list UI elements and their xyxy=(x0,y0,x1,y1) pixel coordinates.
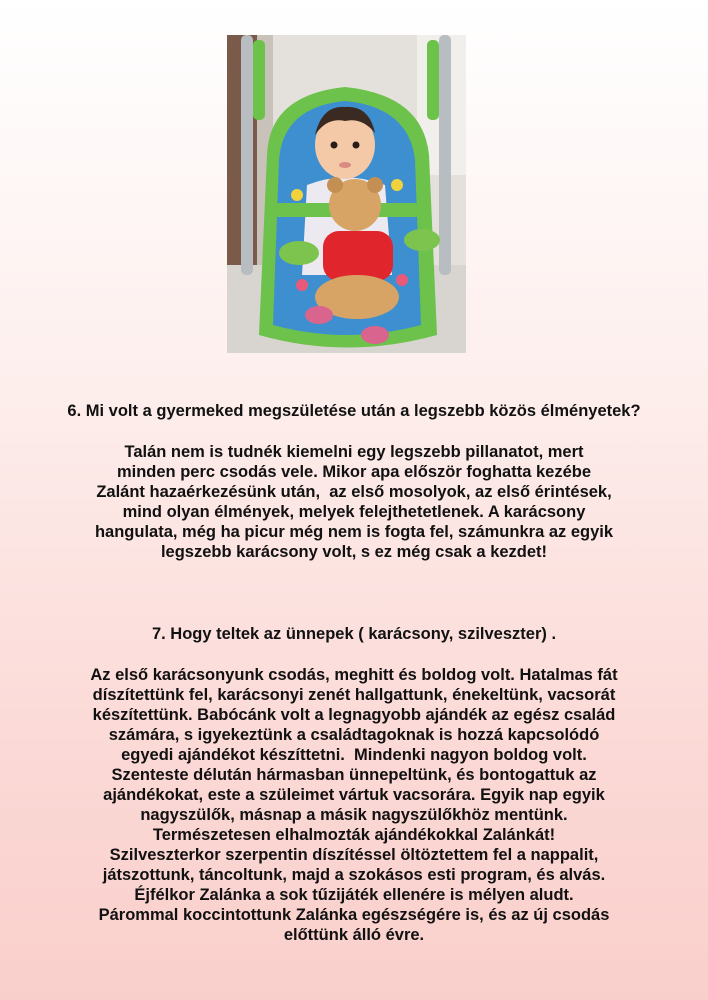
question-7: 7. Hogy teltek az ünnepek ( karácsony, szilveszter) . xyxy=(151,625,557,643)
answer-7-line: díszítettünk fel, karácsonyi zenét hallgattunk, énekeltünk, vacsorát xyxy=(92,686,616,704)
answer-7-line: Párommal koccintottunk Zalánka egészségére is, és az új csodás xyxy=(98,906,610,924)
answer-7-line: egyedi ajándékot készíttetni. Mindenki nagyon boldog volt. xyxy=(121,746,587,764)
fabric-dot xyxy=(391,179,403,191)
teddy-ear-left xyxy=(327,177,343,193)
baby-mouth xyxy=(339,162,351,168)
baby-photo xyxy=(227,35,466,353)
question-6: 6. Mi volt a gyermeked megszületése után a legszebb közös élményetek? xyxy=(67,402,641,420)
answer-6-line: minden perc csodás vele. Mikor apa először foghatta kezébe xyxy=(116,463,592,481)
teddy-ear-right xyxy=(367,177,383,193)
fabric-dot xyxy=(291,189,303,201)
answer-6-line: legszebb karácsony volt, s ez még csak a kezdet! xyxy=(160,543,548,561)
answer-7-line: Szilveszterkor szerpentin díszítéssel öltöztettem fel a nappalit, xyxy=(109,846,599,864)
answer-6 xyxy=(0,442,708,562)
swing-frame-left xyxy=(241,35,253,275)
baby-eye-left xyxy=(331,142,338,149)
answer-6-line: Zalánt hazaérkezésünk után, az első mosolyok, az első érintések, xyxy=(96,483,612,501)
answer-6-line: mind olyan élmények, melyek felejthetetlenek. A karácsony xyxy=(122,503,586,521)
baby-photo-illustration xyxy=(227,35,466,353)
answer-7-line: Szenteste délután hármasban ünnepeltünk, és bontogattuk az xyxy=(111,766,597,784)
answer-6-line: Talán nem is tudnék kiemelni egy legszebb pillanatot, mert xyxy=(124,443,584,461)
answer-7-line: Természetesen elhalmozták ajándékokkal Zalánkát! xyxy=(152,826,556,844)
answer-7-line: nagyszülők, másnap a másik nagyszülőkhöz mentünk. xyxy=(140,806,568,824)
swing-arm-left xyxy=(253,40,265,120)
answer-7-line: játszottunk, táncoltunk, majd a szokásos esti program, és alvás. xyxy=(102,866,606,884)
answer-7-line: Éjfélkor Zalánka a sok tűzijáték ellenére is mélyen aludt. xyxy=(134,886,574,904)
answer-7-line: készítettünk. Babócánk volt a legnagyobb ajándék az egész család xyxy=(92,706,616,724)
answer-7 xyxy=(0,665,708,945)
answer-7-line: Az első karácsonyunk csodás, meghitt és boldog volt. Hatalmas fát xyxy=(90,666,618,684)
fabric-dot xyxy=(296,279,308,291)
answer-7-line: ajándékokat, este a szüleimet vártuk vacsorára. Egyik nap egyik xyxy=(103,786,605,804)
teddy-shirt xyxy=(323,231,393,281)
swing-frame-right xyxy=(439,35,451,275)
answer-6-line: hangulata, még ha picur még nem is fogta fel, számunkra az egyik xyxy=(94,523,614,541)
toy-right xyxy=(404,229,440,251)
fabric-dot xyxy=(396,274,408,286)
toy-left xyxy=(279,241,319,265)
answer-7-line: előttünk álló évre. xyxy=(283,926,425,944)
answer-7-line: számára, s igyekeztünk a családtagoknak is hozzá kapcsolódó xyxy=(108,726,600,744)
baby-foot-left xyxy=(305,306,333,324)
baby-eye-right xyxy=(353,142,360,149)
swing-arm-right xyxy=(427,40,439,120)
baby-foot-right xyxy=(361,326,389,344)
